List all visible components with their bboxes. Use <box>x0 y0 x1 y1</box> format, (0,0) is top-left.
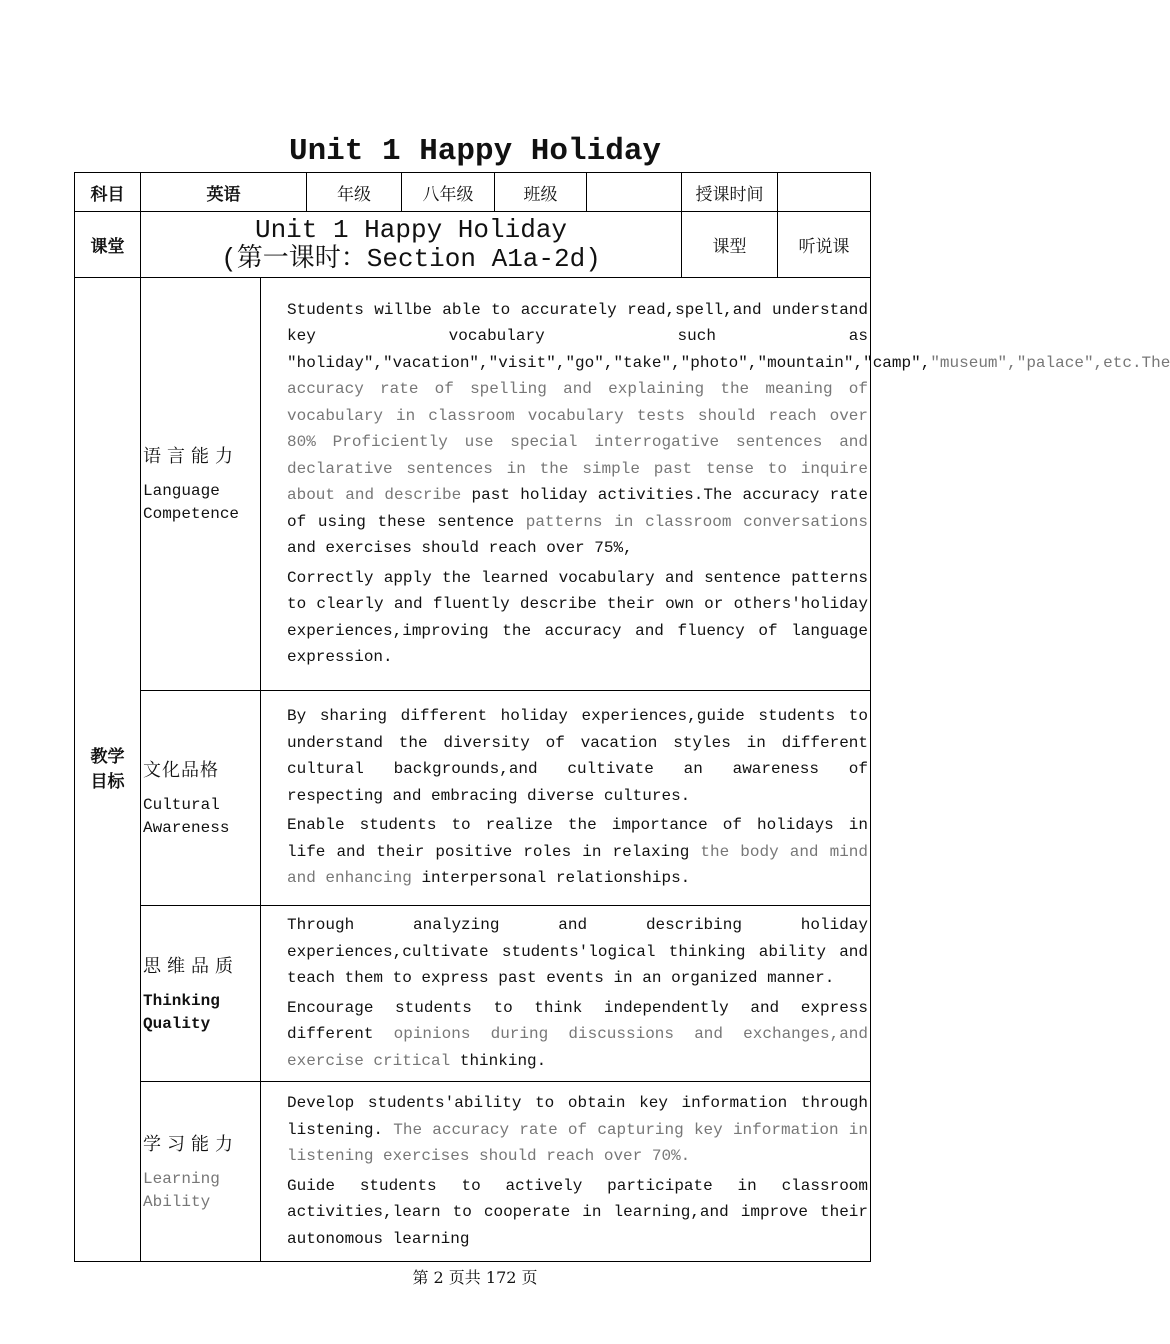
teaching-goals-label: 教学目标 <box>75 278 141 1262</box>
description-language <box>261 278 1170 691</box>
description-paragraph: Correctly apply the learned vocabulary and sentence patterns to clearly and fluently describe their own or others'holiday experiences,improving the accuracy and fluency of language expression. <box>287 568 868 666</box>
description-culture <box>261 691 871 906</box>
category-en: Learning Ability <box>143 1169 220 1211</box>
category-zh: 语言能力 <box>143 446 239 467</box>
teaching-time-value <box>778 173 871 212</box>
category-culture <box>141 691 261 906</box>
description-paragraph: Enable students to realize the importance of holidays in life and their positive roles in relaxing the body and mind and enhancing interpersonal relationships. <box>287 816 868 888</box>
category-thinking <box>141 906 261 1082</box>
category-language <box>141 278 261 691</box>
category-en: Thinking Quality <box>143 991 220 1033</box>
category-zh: 学习能力 <box>143 1133 239 1155</box>
lesson-row <box>75 212 871 278</box>
subject-label: 科目 <box>75 173 141 212</box>
lesson-type-value: 听说课 <box>778 212 871 278</box>
goal-row-language <box>75 278 871 691</box>
goal-row-learning <box>75 1082 871 1262</box>
header-row <box>75 173 871 212</box>
description-thinking <box>261 906 871 1082</box>
description-paragraph: Through analyzing and describing holiday experiences,cultivate students'logical thinking ability and teach them to express past events in an organized manner. <box>287 916 868 987</box>
class-value <box>587 173 682 212</box>
lesson-plan-table <box>74 172 1170 1262</box>
lesson-title <box>141 212 682 278</box>
teaching-time-label: 授课时间 <box>682 173 778 212</box>
class-label: 班级 <box>495 173 587 212</box>
category-zh: 文化品格 <box>143 760 219 781</box>
page-footer: 第 2 页共 172 页 <box>412 1268 538 1287</box>
lesson-type-label: 课型 <box>682 212 778 278</box>
lesson-title-line2: (第一课时：Section A1a-2d) <box>221 243 601 274</box>
description-paragraph: Encourage students to think independently and express different opinions during discussions and exchanges,and exercise critical thinking. <box>287 998 868 1070</box>
lesson-title-line1: Unit 1 Happy Holiday <box>254 214 568 245</box>
category-learning <box>141 1082 261 1262</box>
subject-value: 英语 <box>141 173 307 212</box>
category-zh: 思维品质 <box>143 955 239 977</box>
document-title: Unit 1 Happy Holiday <box>288 134 662 169</box>
category-en: Cultural Awareness <box>143 796 230 837</box>
description-paragraph: Students willbe able to accurately read,spell,and understand key vocabulary such as "holiday","vacation","visit","go","take","photo","mountain","camp","museum","palace",etc.The accuracy rate of spelling and explaining the meaning of vocabulary in classroom vocabulary tests should reach over 80% Proficiently use special interrogative sentences and declarative sentences in the simple past tense to inquire about and describe past holiday activities.The accuracy rate of using these sentence patterns in classroom conversations and exercises should reach over 75%, <box>287 300 1170 557</box>
description-paragraph: Develop students'ability to obtain key information through listening. The accuracy rate of capturing key information in listening exercises should reach over 70%. <box>287 1094 868 1165</box>
lesson-label: 课堂 <box>75 212 141 278</box>
grade-label: 年级 <box>307 173 402 212</box>
description-paragraph: Guide students to actively participate in classroom activities,learn to cooperate in learning,and improve their autonomous learning <box>287 1176 868 1248</box>
description-learning <box>261 1082 871 1262</box>
description-paragraph: By sharing different holiday experiences,guide students to understand the diversity of vacation styles in different cultural backgrounds,and cultivate an awareness of respecting and embracing diverse cultures. <box>287 707 868 805</box>
category-en: Language Competence <box>143 482 240 523</box>
goal-row-culture <box>75 691 871 906</box>
grade-value: 八年级 <box>402 173 495 212</box>
goal-row-thinking <box>75 906 871 1082</box>
